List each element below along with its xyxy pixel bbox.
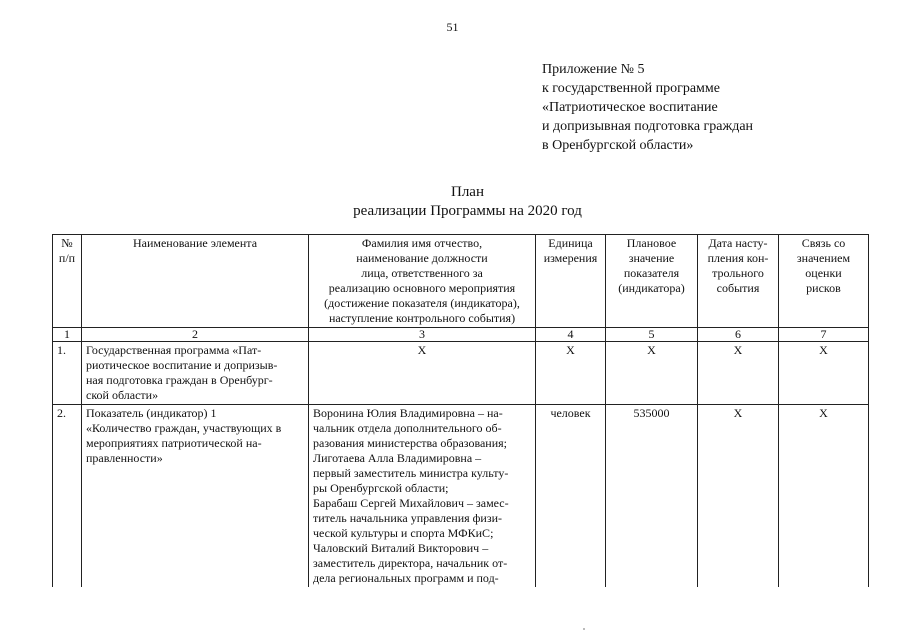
table-header-row [53,235,869,328]
title-line-subtitle: реализации Программы на 2020 год [353,203,582,219]
header-cell-element-name: Наименование элемента [82,235,309,328]
plan-table [52,234,869,587]
title-line-plan: План [450,184,484,200]
column-number: 1 [53,328,82,342]
row-event-date: X [698,342,779,405]
row-event-date: X [698,405,779,588]
row-unit: X [536,342,606,405]
column-number-row [53,328,869,342]
row-planned-value: 535000 [606,405,698,588]
document-title [0,183,905,221]
header-cell-risk-link: Связь со значением оценки рисков [779,235,869,328]
header-cell-event-date: Дата насту- пления кон- трольного события [698,235,779,328]
column-number: 3 [309,328,536,342]
appendix-line: «Патриотическое воспитание [542,100,718,115]
row-element-name: Государственная программа «Пат- риотическое воспитание и допризыв- ная подготовка граждан в Оренбург- ской области» [82,342,309,405]
header-cell-planned-value: Плановое значение показателя (индикатора) [606,235,698,328]
header-cell-unit: Единица измерения [536,235,606,328]
appendix-note [542,60,753,155]
table-row [53,342,869,405]
page-number: 51 [446,20,459,34]
appendix-line: к государственной программе [542,81,720,96]
row-unit: человек [536,405,606,588]
scan-speck [583,628,585,630]
row-responsible: Воронина Юлия Владимировна – на- чальник отдела дополнительного об- разования министерства образования; Лиготаева Алла Владимировна – первый заместитель министра культу- ры Оренбургской области; Барабаш Сергей Михайлович – замес- титель начальника управления физи- ческой культуры и спорта МФКиС; Чаловский Виталий Викторович – заместитель директора, начальник от- дела региональных программ и под- [309,405,536,588]
column-number: 2 [82,328,309,342]
appendix-line: и допризывная подготовка граждан [542,119,754,134]
column-number: 4 [536,328,606,342]
column-number: 6 [698,328,779,342]
table-row [53,405,869,588]
appendix-line: Приложение № 5 [542,62,645,77]
column-number: 7 [779,328,869,342]
row-number: 2. [53,405,82,588]
row-risk-link: X [779,342,869,405]
header-cell-number: № п/п [53,235,82,328]
row-number: 1. [53,342,82,405]
row-responsible: X [309,342,536,405]
appendix-line: в Оренбургской области» [542,138,694,153]
column-number: 5 [606,328,698,342]
header-cell-responsible: Фамилия имя отчество, наименование должности лица, ответственного за реализацию основного мероприятия (достижение показателя (индикатора), наступление контрольного события) [309,235,536,328]
row-planned-value: X [606,342,698,405]
row-risk-link: X [779,405,869,588]
row-element-name: Показатель (индикатор) 1 «Количество граждан, участвующих в мероприятиях патриотической на- правленности» [82,405,309,588]
